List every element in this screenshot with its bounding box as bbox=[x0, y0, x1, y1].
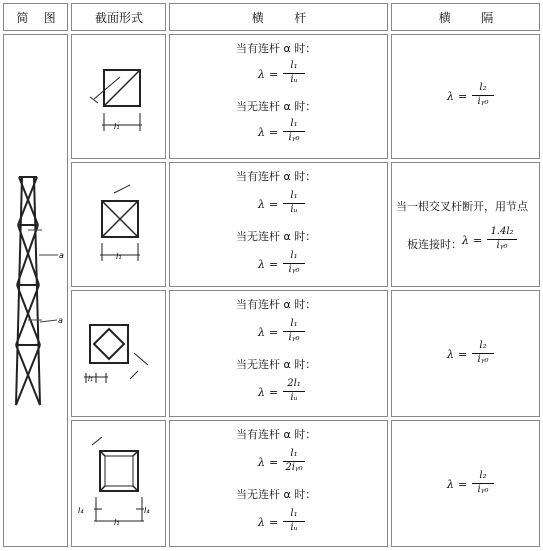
tower-frame bbox=[16, 177, 40, 405]
row3-with-formula: λ = l₁ iᵧ₀ bbox=[258, 320, 308, 346]
header-crossbar: 横 杆 bbox=[251, 11, 307, 25]
dim-l4-left: l₄ bbox=[78, 506, 84, 515]
row3-diaphragm-formula: λ = l₂ iᵧ₀ bbox=[447, 342, 497, 368]
header-section: 截面形式 bbox=[94, 11, 143, 25]
section-diagram-2 bbox=[72, 163, 166, 287]
row4-with-formula: λ = l₁ 2iᵧ₀ bbox=[258, 450, 314, 476]
dim-l4-right: l₄ bbox=[144, 506, 150, 515]
row1-diaphragm-formula: λ = l₂ iᵧ₀ bbox=[447, 84, 497, 110]
row2-without-label: 当无连杆 α 时： bbox=[236, 230, 317, 243]
row3-without-formula: λ = 2l₁ iᵤ bbox=[258, 380, 308, 406]
row4-with-label: 当有连杆 α 时： bbox=[236, 428, 317, 441]
row2-with-label: 当有连杆 α 时： bbox=[236, 170, 317, 183]
row4-without-formula: λ = l₁ iᵤ bbox=[258, 510, 308, 536]
row3-without-label: 当无连杆 α 时： bbox=[236, 358, 317, 371]
section-diagram-4 bbox=[72, 421, 166, 547]
row4-without-label: 当无连杆 α 时： bbox=[236, 488, 317, 501]
tower-leader-lower bbox=[40, 320, 57, 322]
row1-without-label: 当无连杆 α 时： bbox=[236, 100, 317, 113]
tower-label-upper: a bbox=[59, 251, 64, 260]
row2-diaphragm-formula: λ = 1.4l₂ iᵧ₀ bbox=[462, 228, 526, 254]
row3-with-label: 当有连杆 α 时： bbox=[236, 298, 317, 311]
row2-diaphragm-text-1: 当一根交叉杆断开，用节点 bbox=[396, 200, 528, 213]
section-diagram-3 bbox=[72, 291, 166, 417]
header-diaphragm: 横 隔 bbox=[438, 11, 494, 25]
dim-l1: l₁ bbox=[114, 518, 120, 527]
tower-label-lower: a bbox=[58, 316, 63, 325]
header-diagram: 简 图 bbox=[16, 11, 56, 25]
row1-with-label: 当有连杆 α 时： bbox=[236, 42, 317, 55]
row4-diaphragm-formula: λ = l₂ iᵧ₀ bbox=[447, 472, 497, 498]
tower-diagram bbox=[4, 35, 68, 547]
row2-without-formula: λ = l₁ iᵧ₀ bbox=[258, 252, 308, 278]
dim-l1: l₁ bbox=[114, 122, 120, 131]
row1-with-formula: λ = l₁ iᵤ bbox=[258, 62, 308, 88]
dim-l1: l₁ bbox=[116, 252, 122, 261]
section-diagram-1 bbox=[72, 35, 166, 159]
row2-diaphragm-text-2: 板连接时： bbox=[407, 238, 462, 251]
row2-with-formula: λ = l₁ iᵤ bbox=[258, 192, 308, 218]
row1-without-formula: λ = l₁ iᵧ₀ bbox=[258, 120, 308, 146]
dim-l1-small: l₁ bbox=[88, 375, 93, 383]
